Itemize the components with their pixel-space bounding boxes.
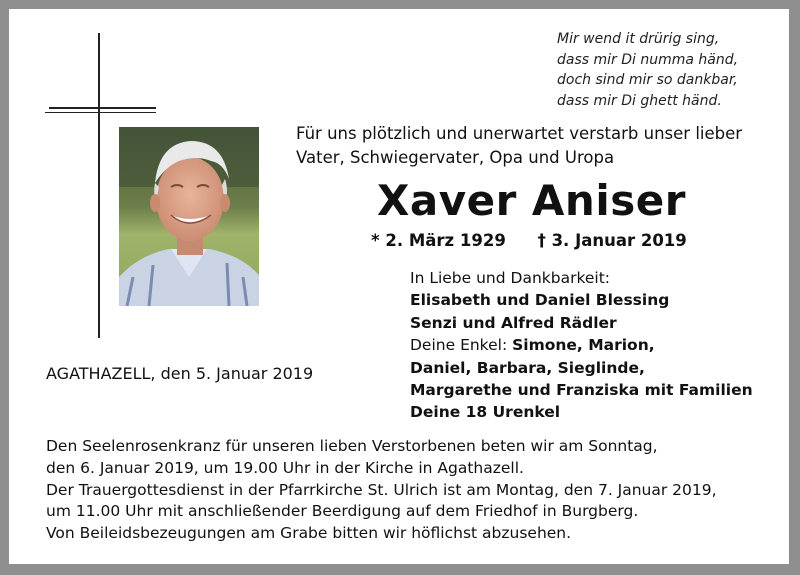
notice-line: Der Trauergottesdienst in der Pfarrkirche St. Ulrich ist am Montag, den 7. Januar 2019, — [46, 480, 717, 499]
life-dates — [371, 231, 687, 250]
portrait-photo — [119, 127, 259, 306]
notice-line: den 6. Januar 2019, um 19.00 Uhr in der Kirche in Agathazell. — [46, 458, 524, 477]
grandchildren-names: Simone, Marion, — [512, 336, 655, 355]
death-date: † 3. Januar 2019 — [537, 231, 687, 250]
grandchildren-names: Margarethe und Franziska mit Familien — [410, 381, 753, 400]
notice-line: um 11.00 Uhr mit anschließender Beerdigung auf dem Friedhof in Burgberg. — [46, 502, 639, 521]
poem-line: doch sind mir so dankbar, — [557, 72, 738, 88]
intro-text — [296, 122, 742, 170]
grandchildren-names: Daniel, Barbara, Sieglinde, — [410, 358, 645, 377]
notice-line: Von Beileidsbezeugungen am Grabe bitten wir höflichst abzusehen. — [46, 524, 572, 543]
deceased-name: Xaver Aniser — [377, 176, 686, 225]
mourners-list — [410, 267, 753, 424]
poem-line: dass mir Di ghett händ. — [557, 92, 722, 109]
obituary-card — [9, 9, 789, 564]
funeral-notice — [46, 436, 717, 545]
mourner-line: Elisabeth und Daniel Blessing — [410, 291, 670, 310]
poem — [557, 29, 738, 111]
birth-date: * 2. März 1929 — [371, 231, 506, 250]
grandchildren-label: Deine Enkel: — [410, 336, 513, 355]
intro-line: Vater, Schwiegervater, Opa und Uropa — [296, 148, 615, 167]
mourners-heading: In Liebe und Dankbarkeit: — [410, 269, 611, 287]
intro-line: Für uns plötzlich und unerwartet verstarb unser lieber — [296, 124, 743, 143]
poem-line: dass mir Di numma händ, — [557, 51, 739, 68]
great-grandchildren: Deine 18 Urenkel — [410, 403, 561, 422]
grandchildren-line — [410, 334, 753, 356]
notice-line: Den Seelenrosenkranz für unseren lieben Verstorbenen beten wir am Sonntag, — [46, 437, 658, 455]
place-date: AGATHAZELL, den 5. Januar 2019 — [46, 364, 314, 383]
poem-line: Mir wend it drürig sing, — [557, 31, 720, 47]
mourner-line: Senzi und Alfred Rädler — [410, 313, 617, 332]
